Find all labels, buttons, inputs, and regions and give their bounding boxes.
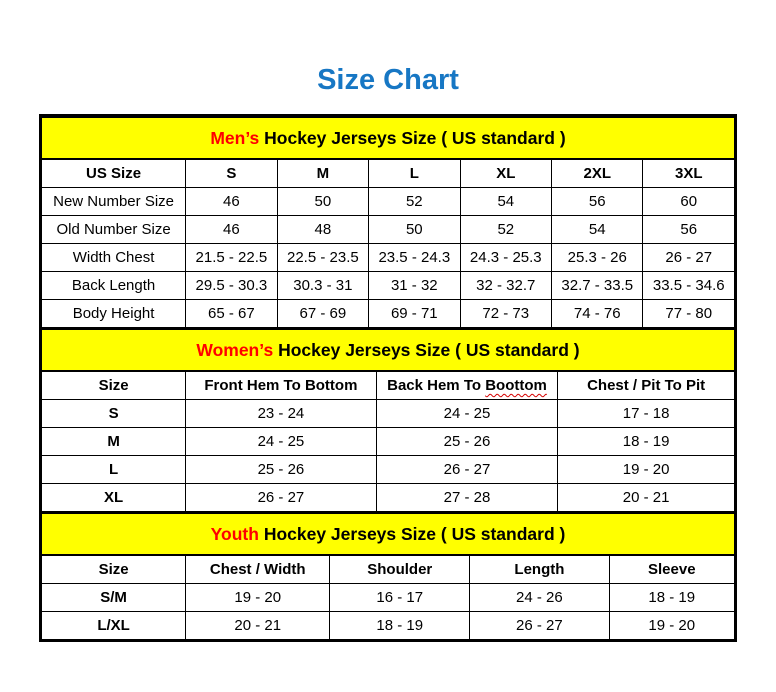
row-label: L (42, 456, 186, 484)
cell-value: 23.5 - 24.3 (369, 244, 460, 272)
column-header (376, 371, 558, 400)
cell-value: 18 - 19 (558, 428, 735, 456)
cell-value: 26 - 27 (186, 484, 377, 512)
youth-section-title: Hockey Jerseys Size ( US standard ) (263, 523, 566, 544)
cell-value: 24 - 25 (376, 400, 558, 428)
womens-section-title: Hockey Jerseys Size ( US standard ) (278, 339, 580, 360)
cell-value: 16 - 17 (330, 584, 470, 612)
cell-value: 19 - 20 (186, 584, 330, 612)
cell-value: 60 (643, 188, 735, 216)
row-label: XL (42, 484, 186, 512)
cell-value: 18 - 19 (330, 612, 470, 640)
cell-value: 31 - 32 (369, 272, 460, 300)
table-row (42, 216, 735, 244)
table-row (42, 400, 735, 428)
cell-value: 18 - 19 (609, 584, 734, 612)
cell-value: 25.3 - 26 (552, 244, 643, 272)
womens-column-header-row (42, 371, 735, 400)
cell-value: 32 - 32.7 (460, 272, 551, 300)
cell-value: 21.5 - 22.5 (186, 244, 277, 272)
cell-value: 67 - 69 (277, 300, 368, 328)
womens-section-header-row (42, 329, 735, 371)
size-chart (39, 114, 737, 642)
column-header: 3XL (643, 159, 735, 188)
mens-section-header-row (42, 117, 735, 159)
column-header: Chest / Pit To Pit (558, 371, 735, 400)
cell-value: 20 - 21 (558, 484, 735, 512)
cell-value: 27 - 28 (376, 484, 558, 512)
youth-section-header-row (42, 513, 735, 555)
cell-value: 26 - 27 (376, 456, 558, 484)
row-label: S (42, 400, 186, 428)
cell-value: 46 (186, 216, 277, 244)
cell-value: 23 - 24 (186, 400, 377, 428)
row-label: New Number Size (42, 188, 186, 216)
cell-value: 52 (369, 188, 460, 216)
column-header: Chest / Width (186, 555, 330, 584)
table-row (42, 584, 735, 612)
page-title: Size Chart (317, 64, 459, 96)
column-header: Front Hem To Bottom (186, 371, 377, 400)
column-header: S (186, 159, 277, 188)
mens-section-accent: Men’s (210, 127, 260, 148)
row-label: Old Number Size (42, 216, 186, 244)
cell-value: 30.3 - 31 (277, 272, 368, 300)
cell-value: 54 (460, 188, 551, 216)
cell-value: 26 - 27 (643, 244, 735, 272)
table-row (42, 612, 735, 640)
cell-value: 77 - 80 (643, 300, 735, 328)
cell-value: 22.5 - 23.5 (277, 244, 368, 272)
column-header: Sleeve (609, 555, 734, 584)
cell-value: 74 - 76 (552, 300, 643, 328)
row-label: Back Length (42, 272, 186, 300)
cell-value: 56 (643, 216, 735, 244)
cell-value: 19 - 20 (558, 456, 735, 484)
table-row (42, 456, 735, 484)
cell-value: 26 - 27 (470, 612, 609, 640)
cell-value: 17 - 18 (558, 400, 735, 428)
row-label: Width Chest (42, 244, 186, 272)
table-row (42, 188, 735, 216)
cell-value: 25 - 26 (186, 456, 377, 484)
cell-value: 65 - 67 (186, 300, 277, 328)
cell-value: 46 (186, 188, 277, 216)
cell-value: 25 - 26 (376, 428, 558, 456)
table-row (42, 244, 735, 272)
column-header: US Size (42, 159, 186, 188)
cell-value: 29.5 - 30.3 (186, 272, 277, 300)
table-row (42, 300, 735, 328)
column-header: XL (460, 159, 551, 188)
row-label: M (42, 428, 186, 456)
cell-value: 54 (552, 216, 643, 244)
cell-value: 56 (552, 188, 643, 216)
cell-value: 24 - 26 (470, 584, 609, 612)
cell-value: 32.7 - 33.5 (552, 272, 643, 300)
cell-value: 50 (369, 216, 460, 244)
column-header: Size (42, 371, 186, 400)
mens-section-header (42, 117, 735, 159)
cell-value: 33.5 - 34.6 (643, 272, 735, 300)
column-header: Length (470, 555, 609, 584)
table-row (42, 428, 735, 456)
column-header: M (277, 159, 368, 188)
youth-table (41, 512, 735, 640)
column-header: 2XL (552, 159, 643, 188)
misspelled-word: Boottom (485, 377, 547, 394)
cell-value: 24 - 25 (186, 428, 377, 456)
back-hem-prefix: Back Hem To (387, 377, 482, 394)
mens-table (41, 116, 735, 328)
table-row (42, 484, 735, 512)
column-header: Shoulder (330, 555, 470, 584)
womens-section-header (42, 329, 735, 371)
cell-value: 72 - 73 (460, 300, 551, 328)
youth-section-header (42, 513, 735, 555)
mens-section-title: Hockey Jerseys Size ( US standard ) (264, 127, 566, 148)
cell-value: 69 - 71 (369, 300, 460, 328)
row-label: S/M (42, 584, 186, 612)
column-header: L (369, 159, 460, 188)
womens-section-accent: Women’s (196, 339, 274, 360)
cell-value: 19 - 20 (609, 612, 734, 640)
column-header: Size (42, 555, 186, 584)
cell-value: 48 (277, 216, 368, 244)
cell-value: 24.3 - 25.3 (460, 244, 551, 272)
cell-value: 20 - 21 (186, 612, 330, 640)
cell-value: 50 (277, 188, 368, 216)
youth-section-accent: Youth (210, 523, 259, 544)
youth-column-header-row (42, 555, 735, 584)
womens-table (41, 328, 735, 512)
row-label: Body Height (42, 300, 186, 328)
row-label: L/XL (42, 612, 186, 640)
table-row (42, 272, 735, 300)
cell-value: 52 (460, 216, 551, 244)
mens-column-header-row (42, 159, 735, 188)
